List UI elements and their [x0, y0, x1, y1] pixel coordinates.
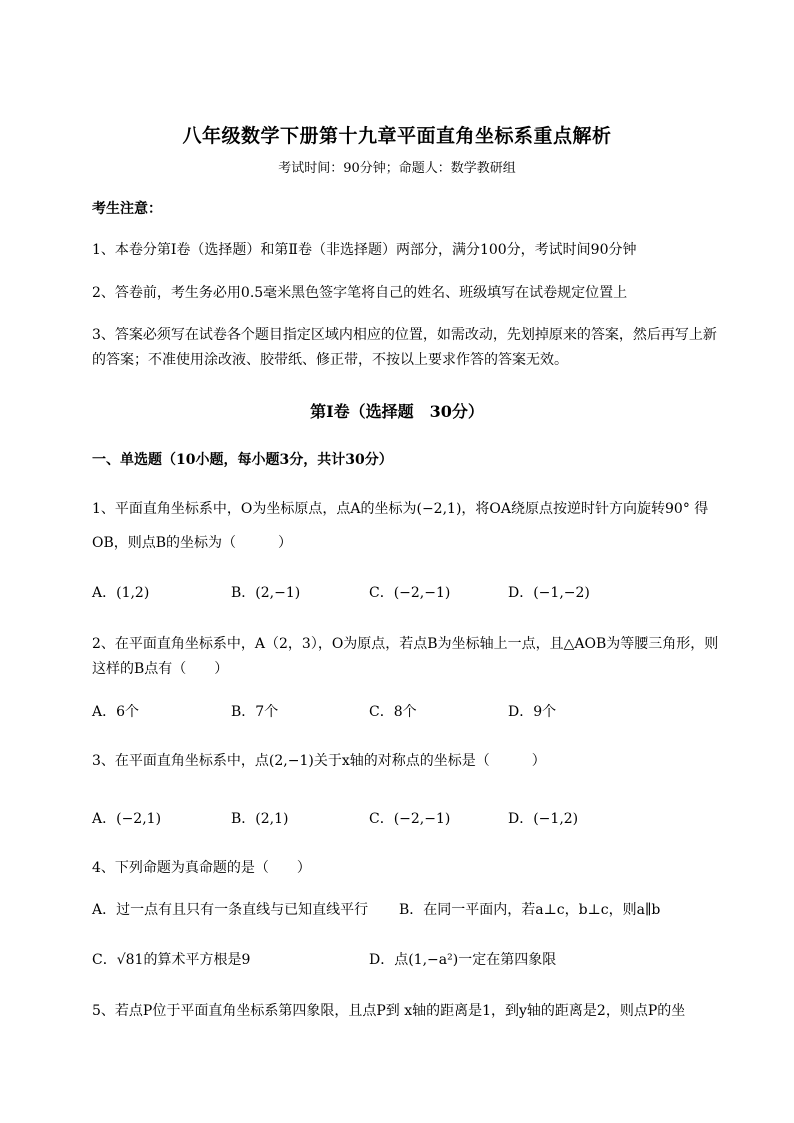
option-c[interactable]: C．8个	[369, 704, 417, 720]
option-a[interactable]: A．(−2,1)	[92, 811, 162, 827]
notice-item-3: 3、答案必须写在试卷各个题目指定区域内相应的位置，如需改动，先划掉原来的答案，然后再写上新	[92, 327, 717, 343]
question-5-line-1: 5、若点P位于平面直角坐标系第四象限，且点P到 x轴的距离是1，到y轴的距离是2，则点P的坐	[92, 1003, 686, 1019]
option-d[interactable]: D．(−1,2)	[508, 811, 579, 827]
option-a[interactable]: A．过一点有且只有一条直线与已知直线平行	[92, 902, 369, 918]
notice-item-2: 2、答卷前，考生务必用0.5毫米黑色签字笔将自己的姓名、班级填写在试卷规定位置上	[92, 285, 628, 301]
question-4-line-1: 4、下列命题为真命题的是（ ）	[92, 860, 311, 876]
notice-item-3-cont: 的答案；不准使用涂改液、胶带纸、修正带，不按以上要求作答的答案无效。	[92, 352, 568, 368]
question-2-line-2: 这样的B点有（ ）	[92, 661, 229, 677]
option-a[interactable]: A．6个	[92, 704, 140, 720]
exam-info: 考试时间：90分钟；命题人：数学教研组	[278, 161, 516, 176]
question-1-line-2: OB，则点B的坐标为（ ）	[92, 535, 293, 551]
option-a[interactable]: A．(1,2)	[92, 585, 150, 601]
option-c[interactable]: C．(−2,−1)	[369, 811, 451, 827]
notice-item-1: 1、本卷分第I卷（选择题）和第Ⅱ卷（非选择题）两部分，满分100分，考试时间90分钟	[92, 242, 637, 258]
option-d[interactable]: D．点(1,−a²)一定在第四象限	[369, 952, 557, 968]
option-d[interactable]: D．9个	[508, 704, 557, 720]
option-b[interactable]: B．7个	[231, 704, 279, 720]
question-3-line-1: 3、在平面直角坐标系中，点(2,−1)关于x轴的对称点的坐标是（ ）	[92, 753, 546, 769]
page-title: 八年级数学下册第十九章平面直角坐标系重点解析	[182, 125, 612, 147]
option-b[interactable]: B．(2,−1)	[231, 585, 301, 601]
option-b[interactable]: B．(2,1)	[231, 811, 289, 827]
section-title: 第I卷（选择题 30分）	[310, 402, 484, 421]
part-heading: 一、单选题（10小题，每小题3分，共计30分）	[92, 452, 393, 468]
option-c[interactable]: C．(−2,−1)	[369, 585, 451, 601]
notice-heading: 考生注意：	[92, 201, 162, 217]
option-d[interactable]: D．(−1,−2)	[508, 585, 590, 601]
option-b[interactable]: B．在同一平面内，若a⊥c，b⊥c，则a∥b	[399, 902, 661, 918]
option-c[interactable]: C．√81的算术平方根是9	[92, 952, 251, 968]
question-1-line-1: 1、平面直角坐标系中，O为坐标原点，点A的坐标为(−2,1)，将OA绕原点按逆时针方向旋转90° 得	[92, 501, 709, 517]
question-2-line-1: 2、在平面直角坐标系中，A（2，3），O为原点，若点B为坐标轴上一点，且△AOB为等腰三角形，则	[92, 636, 719, 652]
